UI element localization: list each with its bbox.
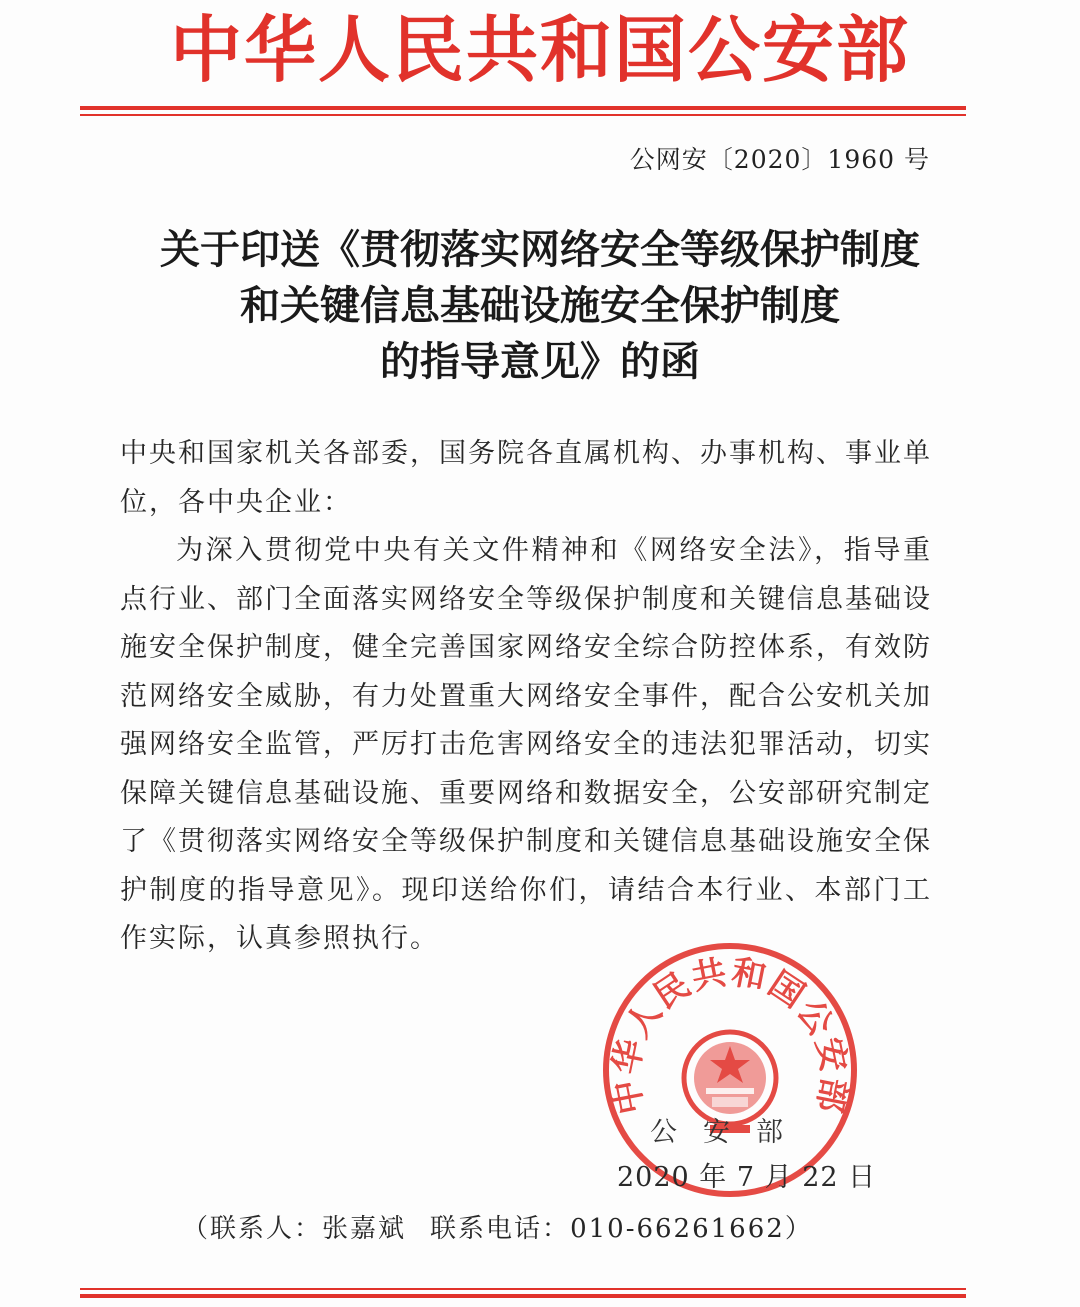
document-body bbox=[120, 430, 932, 964]
svg-text:中华人民共和国公安部: 中华人民共和国公安部 bbox=[605, 952, 855, 1118]
document-title bbox=[0, 222, 1080, 390]
title-line: 和关键信息基础设施安全保护制度 bbox=[240, 283, 840, 329]
contact-open-paren: （ bbox=[182, 1214, 211, 1244]
title-line: 的指导意见》的函 bbox=[380, 339, 700, 385]
footer-rule-thick bbox=[80, 1294, 966, 1298]
header-rule-thick bbox=[80, 106, 966, 110]
contact-phone-label: 联系电话： bbox=[430, 1214, 571, 1244]
footer-rule-thin bbox=[80, 1288, 966, 1290]
contact-line bbox=[182, 1208, 813, 1245]
body-paragraph: 为深入贯彻党中央有关文件精神和《网络安全法》，指导重点行业、部门全面落实网络安全等级保护制度和关键信息基础设施安全保护制度，健全完善国家网络安全综合防控体系，有效防范网络安全威胁，有力处置重大网络安全事件，配合公安机关加强网络安全监管，严厉打击危害网络安全的违法犯罪活动，切实保障关键信息基础设施、重要网络和数据安全，公安部研究制定了《贯彻落实网络安全等级保护制度和关键信息基础设施安全保护制度的指导意见》。现印送给你们，请结合本行业、本部门工作实际，认真参照执行。 bbox=[120, 535, 932, 954]
header-rule-thin bbox=[80, 114, 966, 116]
issue-date: 2020 年 7 月 22 日 bbox=[617, 1162, 877, 1193]
contact-person: 张嘉斌 bbox=[322, 1214, 407, 1244]
document-number: 公网安〔2020〕1960 号 bbox=[629, 145, 930, 174]
issuer-header: 中华人民共和国公安部 bbox=[169, 8, 910, 92]
title-line: 关于印送《贯彻落实网络安全等级保护制度 bbox=[160, 227, 920, 273]
signatory: 公安部 bbox=[650, 1117, 809, 1148]
contact-phone: 010-66261662 bbox=[570, 1214, 785, 1244]
contact-close-paren: ） bbox=[784, 1214, 813, 1244]
contact-person-label: 联系人： bbox=[210, 1214, 323, 1244]
salutation: 中央和国家机关各部委，国务院各直属机构、办事机构、事业单位，各中央企业： bbox=[120, 438, 932, 518]
